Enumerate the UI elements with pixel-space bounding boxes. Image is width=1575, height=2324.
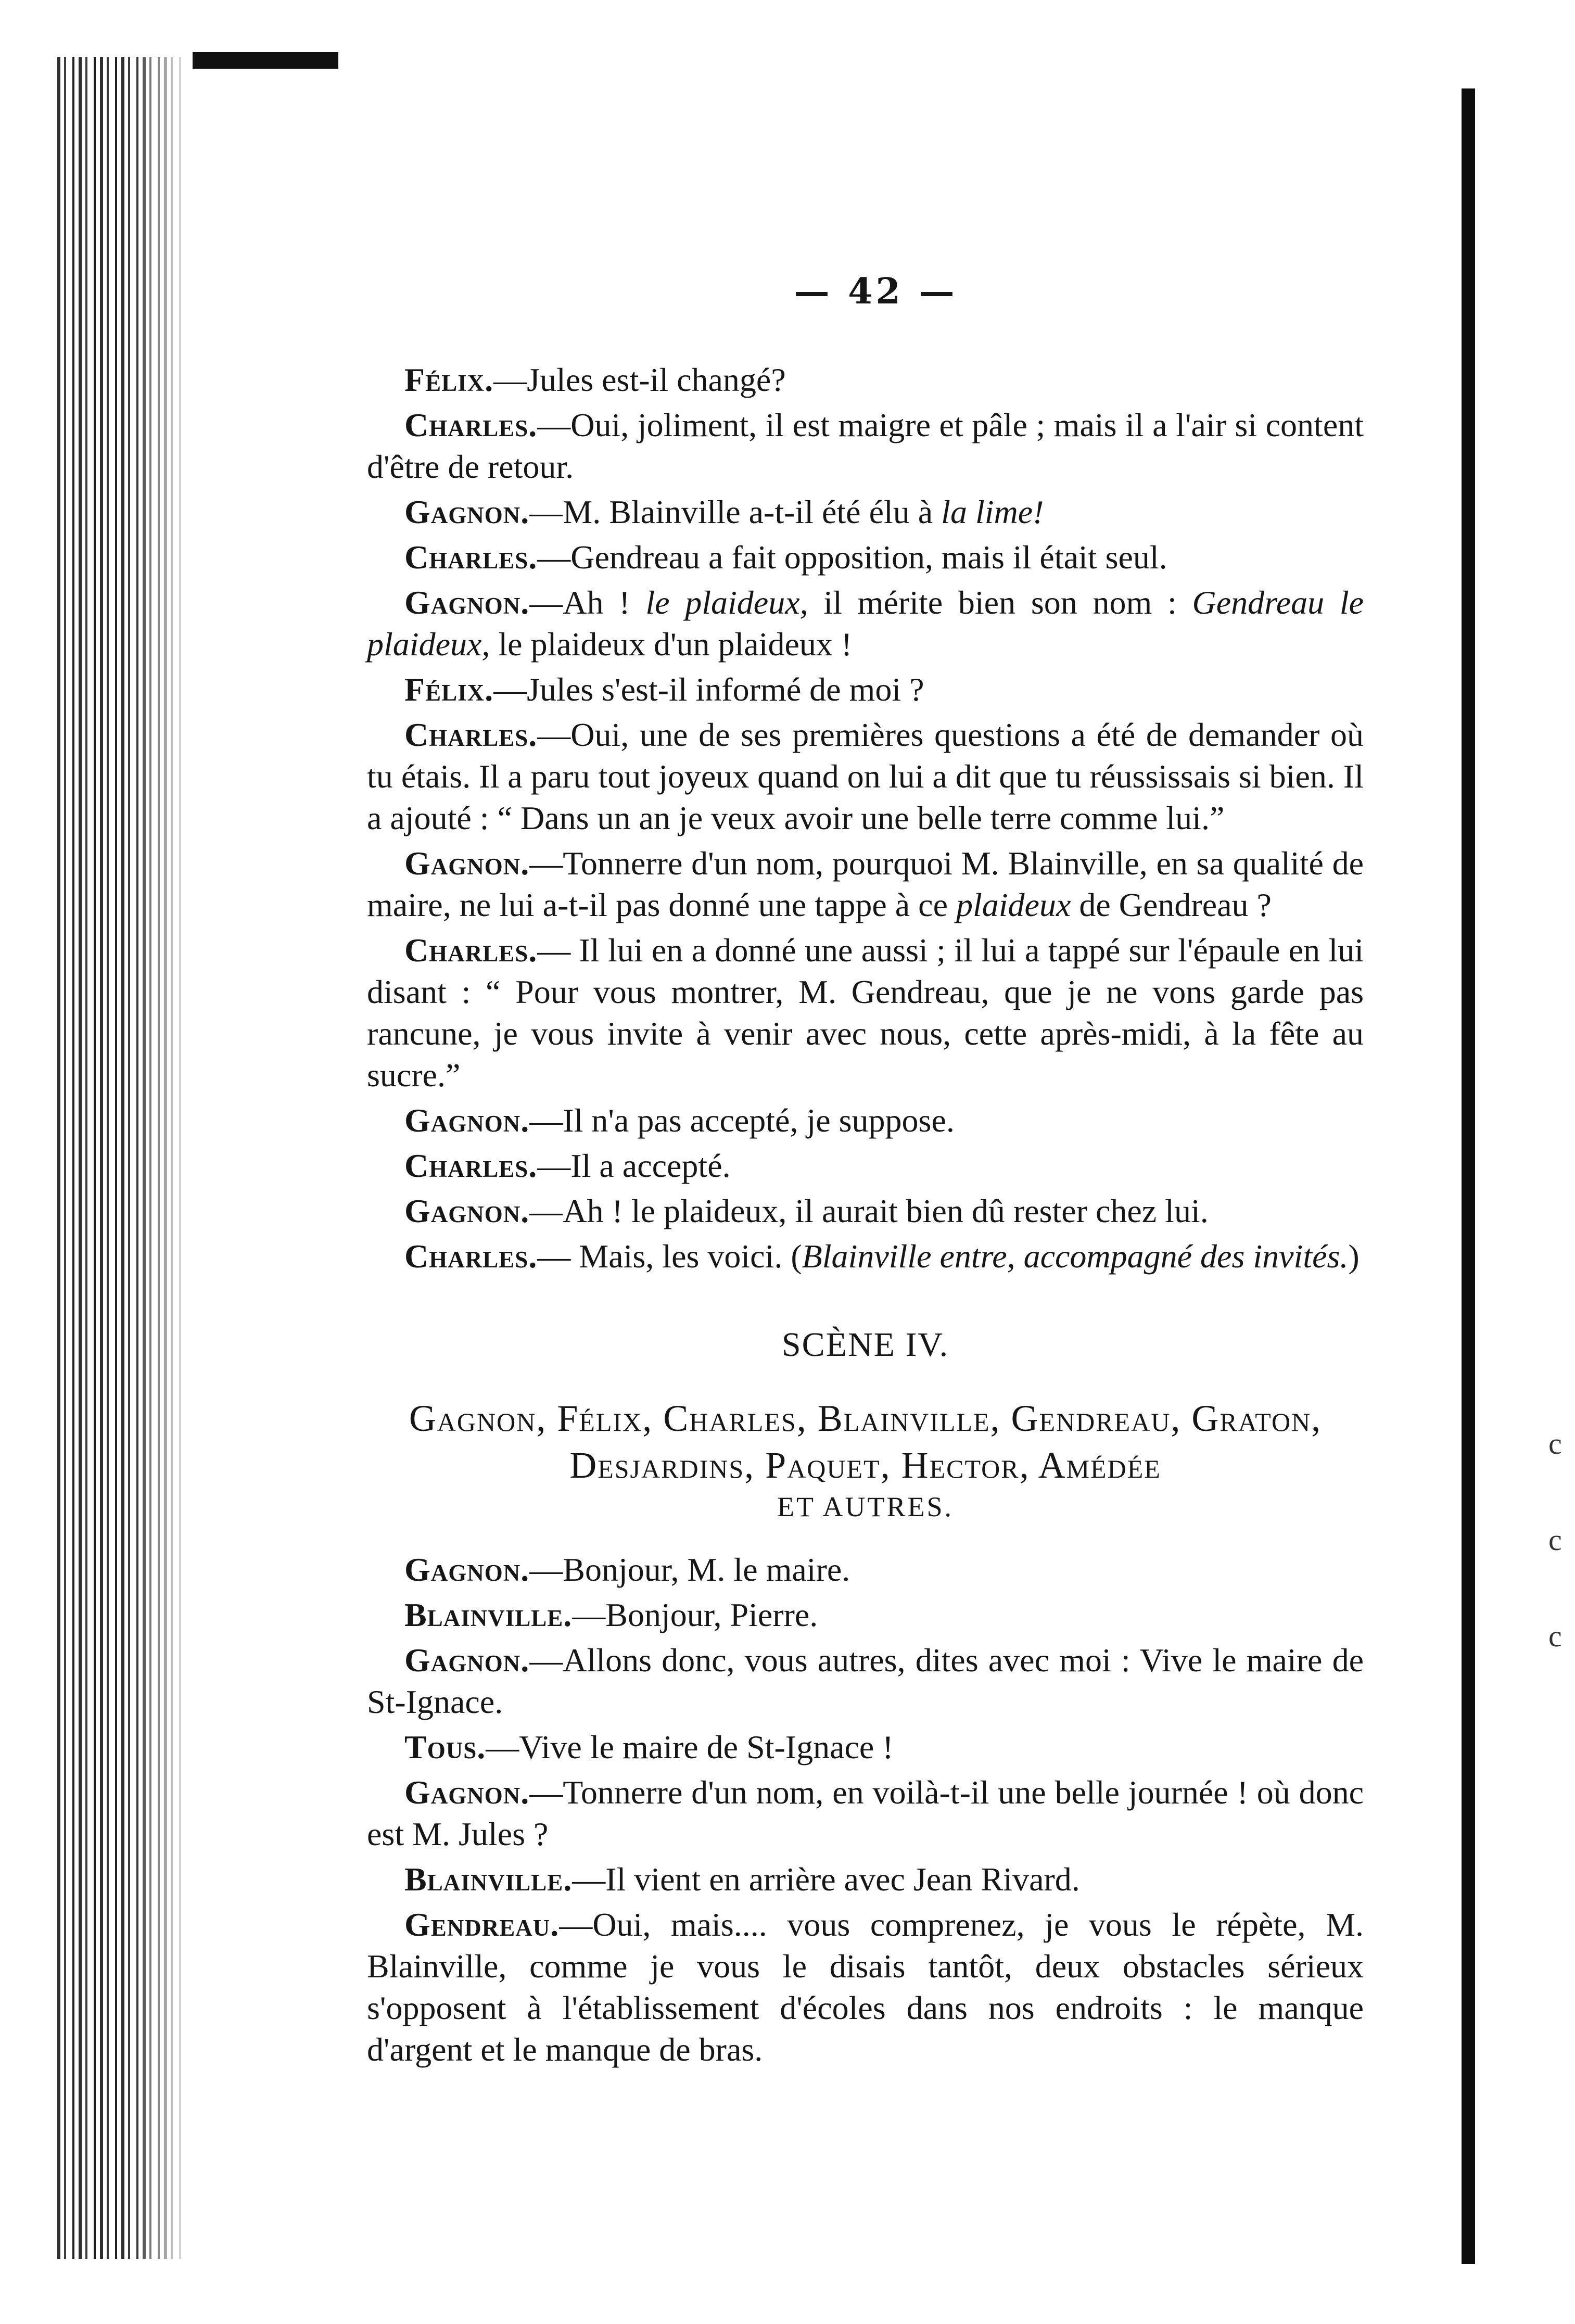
dialogue-line bbox=[367, 404, 1364, 488]
dialogue-line bbox=[367, 843, 1364, 926]
speaker-dash: — bbox=[529, 1192, 563, 1229]
dialogue-line bbox=[367, 359, 1364, 401]
line-text: Il vient en arrière avec Jean Rivard. bbox=[605, 1861, 1080, 1898]
margin-mark: c bbox=[1548, 1427, 1562, 1461]
line-text: Oui, une de ses premières questions a été de demander où tu étais. Il a paru tout joyeux quand on lui a dit que tu réussissais si bien. Il a ajouté : “ Dans un an je veux avoir une belle terre comme lui.” bbox=[367, 716, 1364, 836]
margin-mark: c bbox=[1548, 1523, 1562, 1557]
dialogue-line bbox=[367, 582, 1364, 665]
line-text: Il lui en a donné une aussi ; il lui a tappé sur l'épaule en lui disant : “ Pour vous montrer, M. Gendreau, que je ne vons garde pas rancune, je vous invite à venir avec nous, cette après-midi, à la fête au sucre.” bbox=[367, 932, 1364, 1094]
speaker-name: Gagnon. bbox=[404, 1774, 530, 1811]
dialogue-line bbox=[367, 1594, 1364, 1636]
dialogue-line bbox=[367, 537, 1364, 578]
speaker-dash: — bbox=[529, 1774, 563, 1811]
line-text: de Gendreau ? bbox=[1071, 886, 1272, 923]
speaker-dash: — bbox=[529, 493, 563, 530]
dialogue-line bbox=[367, 1190, 1364, 1232]
speaker-name: Gagnon. bbox=[404, 1192, 530, 1229]
line-text: il mérite bien son nom : bbox=[808, 584, 1192, 621]
speaker-name: Gagnon. bbox=[404, 493, 530, 530]
line-text: Ah ! le plaideux, il aurait bien dû rester chez lui. bbox=[563, 1192, 1209, 1229]
line-text: Jules est-il changé? bbox=[527, 361, 786, 398]
italic-text: Gendreau le plaideux, bbox=[367, 584, 1364, 663]
speaker-dash: — bbox=[559, 1906, 593, 1943]
speaker-name: Gendreau. bbox=[404, 1906, 560, 1943]
dialogue-line bbox=[367, 1726, 1364, 1768]
speaker-name: Blainville. bbox=[404, 1861, 573, 1898]
speaker-name: Gagnon. bbox=[404, 845, 530, 882]
speaker-dash: — bbox=[529, 1102, 563, 1139]
line-text: Il n'a pas accepté, je suppose. bbox=[563, 1102, 955, 1139]
speaker-name: Gagnon. bbox=[404, 584, 530, 621]
speaker-dash: — bbox=[529, 584, 563, 621]
speaker-dash: — bbox=[572, 1596, 606, 1633]
line-text: Gendreau a fait opposition, mais il était seul. bbox=[570, 539, 1167, 576]
dialogue-line bbox=[367, 1549, 1364, 1591]
line-text: Oui, mais.... vous comprenez, je vous le répète, M. Blainville, comme je vous le disais tantôt, deux obstacles sérieux s'opposent à l'établissement d'écoles dans nos endroits : le manque d'argent et le manque de bras. bbox=[367, 1906, 1364, 2068]
margin-mark: c bbox=[1548, 1619, 1562, 1653]
speaker-dash: — bbox=[537, 932, 579, 969]
dialogue-line bbox=[367, 1145, 1364, 1187]
speaker-dash: — bbox=[493, 671, 527, 708]
speaker-name: Félix. bbox=[404, 361, 494, 398]
italic-text: la lime! bbox=[941, 493, 1044, 530]
speaker-name: Gagnon. bbox=[404, 1102, 530, 1139]
italic-text: Blainville entre, accompagné des invités. bbox=[802, 1238, 1349, 1275]
line-text: Bonjour, M. le maire. bbox=[563, 1551, 850, 1588]
speaker-dash: — bbox=[529, 1642, 563, 1679]
dialogue-line bbox=[367, 930, 1364, 1096]
line-text: Vive le maire de St-Ignace ! bbox=[519, 1729, 894, 1766]
dialogue-line bbox=[367, 1904, 1364, 2071]
dialogue-line bbox=[367, 1640, 1364, 1723]
dialogue-line bbox=[367, 491, 1364, 533]
dialogue-line bbox=[367, 1100, 1364, 1141]
speaker-dash: — bbox=[486, 1729, 519, 1766]
dialogue-line bbox=[367, 669, 1364, 710]
speaker-name: Charles. bbox=[404, 932, 538, 969]
dialogue-line bbox=[367, 714, 1364, 839]
line-text: M. Blainville a-t-il été élu à bbox=[563, 493, 942, 530]
dialogue-block-top bbox=[367, 359, 1364, 1277]
line-text: Il a accepté. bbox=[570, 1147, 731, 1184]
page-body bbox=[367, 271, 1364, 2074]
speaker-dash: — bbox=[537, 1238, 579, 1275]
speaker-dash: — bbox=[529, 845, 563, 882]
speaker-name: Charles. bbox=[404, 539, 538, 576]
italic-text: le plaideux, bbox=[645, 584, 808, 621]
binding-shadow bbox=[130, 57, 193, 2259]
line-text: Bonjour, Pierre. bbox=[605, 1596, 818, 1633]
dialogue-line bbox=[367, 1236, 1364, 1277]
scene-characters: Gagnon, Félix, Charles, Blainville, Gendreau, Graton, Desjardins, Paquet, Hector, Amédée bbox=[409, 1398, 1322, 1486]
line-text: Mais, les voici. ( bbox=[579, 1238, 802, 1275]
scan-artifact-top bbox=[193, 52, 338, 69]
speaker-name: Charles. bbox=[404, 1238, 538, 1275]
speaker-dash: — bbox=[537, 539, 571, 576]
italic-text: plaideux bbox=[956, 886, 1071, 923]
line-text: Jules s'est-il informé de moi ? bbox=[527, 671, 924, 708]
dialogue-line bbox=[367, 1859, 1364, 1900]
speaker-dash: — bbox=[493, 361, 527, 398]
speaker-name: Charles. bbox=[404, 716, 538, 753]
speaker-dash: — bbox=[537, 407, 571, 443]
speaker-name: Gagnon. bbox=[404, 1551, 530, 1588]
speaker-dash: — bbox=[537, 716, 571, 753]
speaker-dash: — bbox=[537, 1147, 571, 1184]
line-text: Tonnerre d'un nom, en voilà-t-il une belle journée ! où donc est M. Jules ? bbox=[367, 1774, 1364, 1852]
line-text: le plaideux d'un plaideux ! bbox=[490, 626, 853, 663]
line-text: Ah ! bbox=[563, 584, 646, 621]
margin-marks bbox=[1548, 1426, 1569, 1895]
line-text: ) bbox=[1348, 1238, 1360, 1275]
speaker-name: Blainville. bbox=[404, 1596, 573, 1633]
speaker-name: Gagnon. bbox=[404, 1642, 530, 1679]
speaker-name: Charles. bbox=[404, 407, 538, 443]
scene-characters-tail: ET AUTRES. bbox=[777, 1491, 954, 1522]
line-text: Oui, joliment, il est maigre et pâle ; mais il a l'air si content d'être de retour. bbox=[367, 407, 1364, 485]
line-text: Allons donc, vous autres, dites avec moi : Vive le maire de St-Ignace. bbox=[367, 1642, 1364, 1720]
speaker-dash: — bbox=[529, 1551, 563, 1588]
page-number: — 42 — bbox=[794, 271, 958, 312]
page-edge-rule bbox=[1462, 88, 1475, 2264]
speaker-name: Tous. bbox=[404, 1729, 486, 1766]
scene-title: SCÈNE IV. bbox=[781, 1326, 949, 1364]
line-text: Tonnerre d'un nom, pourquoi M. Blainville, en sa qualité de maire, ne lui a-t-il pas donné une tappe à ce bbox=[367, 845, 1364, 923]
dialogue-line bbox=[367, 1772, 1364, 1855]
speaker-name: Félix. bbox=[404, 671, 494, 708]
speaker-dash: — bbox=[572, 1861, 606, 1898]
speaker-name: Charles. bbox=[404, 1147, 538, 1184]
dialogue-block-bottom bbox=[367, 1549, 1364, 2071]
